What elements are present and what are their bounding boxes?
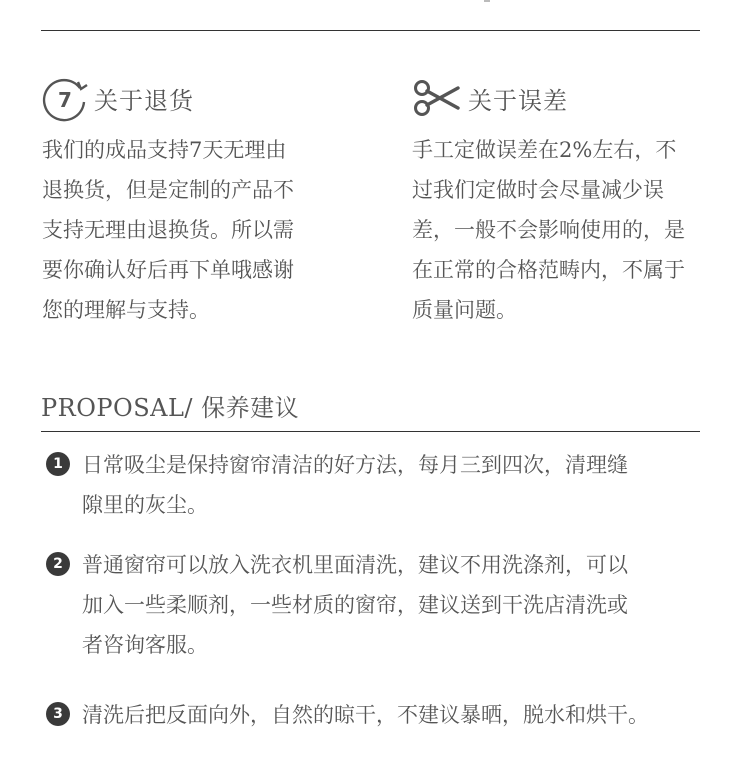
returns-title: 关于退货 [94, 86, 194, 115]
returns-body: 我们的成品支持7天无理由 退换货，但是定制的产品不 支持无理由退换货。所以需 要你确认好后再下单哦感谢 您的理解与支持。 [42, 138, 294, 322]
top-edge-mark [484, 0, 490, 2]
returns-header [42, 74, 342, 122]
tip-number-badge: 1 [46, 452, 70, 476]
errors-title: 关于误差 [468, 86, 568, 115]
errors-section [412, 74, 732, 330]
tip-number-badge: 3 [46, 702, 70, 726]
care-tip-3 [46, 695, 736, 735]
proposal-title: PROPOSAL/ 保养建议 [41, 394, 300, 422]
proposal-divider [41, 431, 700, 432]
returns-section [42, 74, 342, 330]
tip-text: 清洗后把反面向外，自然的晾干，不建议暴晒，脱水和烘干。 [82, 703, 649, 727]
tip-text: 日常吸尘是保持窗帘清洁的好方法，每月三到四次，清理缝 隙里的灰尘。 [82, 453, 628, 517]
errors-header [412, 74, 732, 122]
tip-number-badge: 2 [46, 552, 70, 576]
errors-body: 手工定做误差在2%左右，不 过我们定做时会尽量减少误 差，一般不会影响使用的，是 在正常的合格范畴内，不属于 质量问题。 [412, 138, 685, 322]
care-tip-1 [46, 445, 736, 525]
scissors-icon [412, 78, 460, 118]
care-tip-2 [46, 545, 736, 665]
top-divider [41, 30, 700, 31]
seven-day-return-icon [42, 74, 90, 122]
tip-text: 普通窗帘可以放入洗衣机里面清洗，建议不用洗涤剂，可以 加入一些柔顺剂，一些材质的窗帘，建议送到干洗店清洗或 者咨询客服。 [82, 553, 628, 657]
return-icon-number: 7 [58, 88, 72, 112]
